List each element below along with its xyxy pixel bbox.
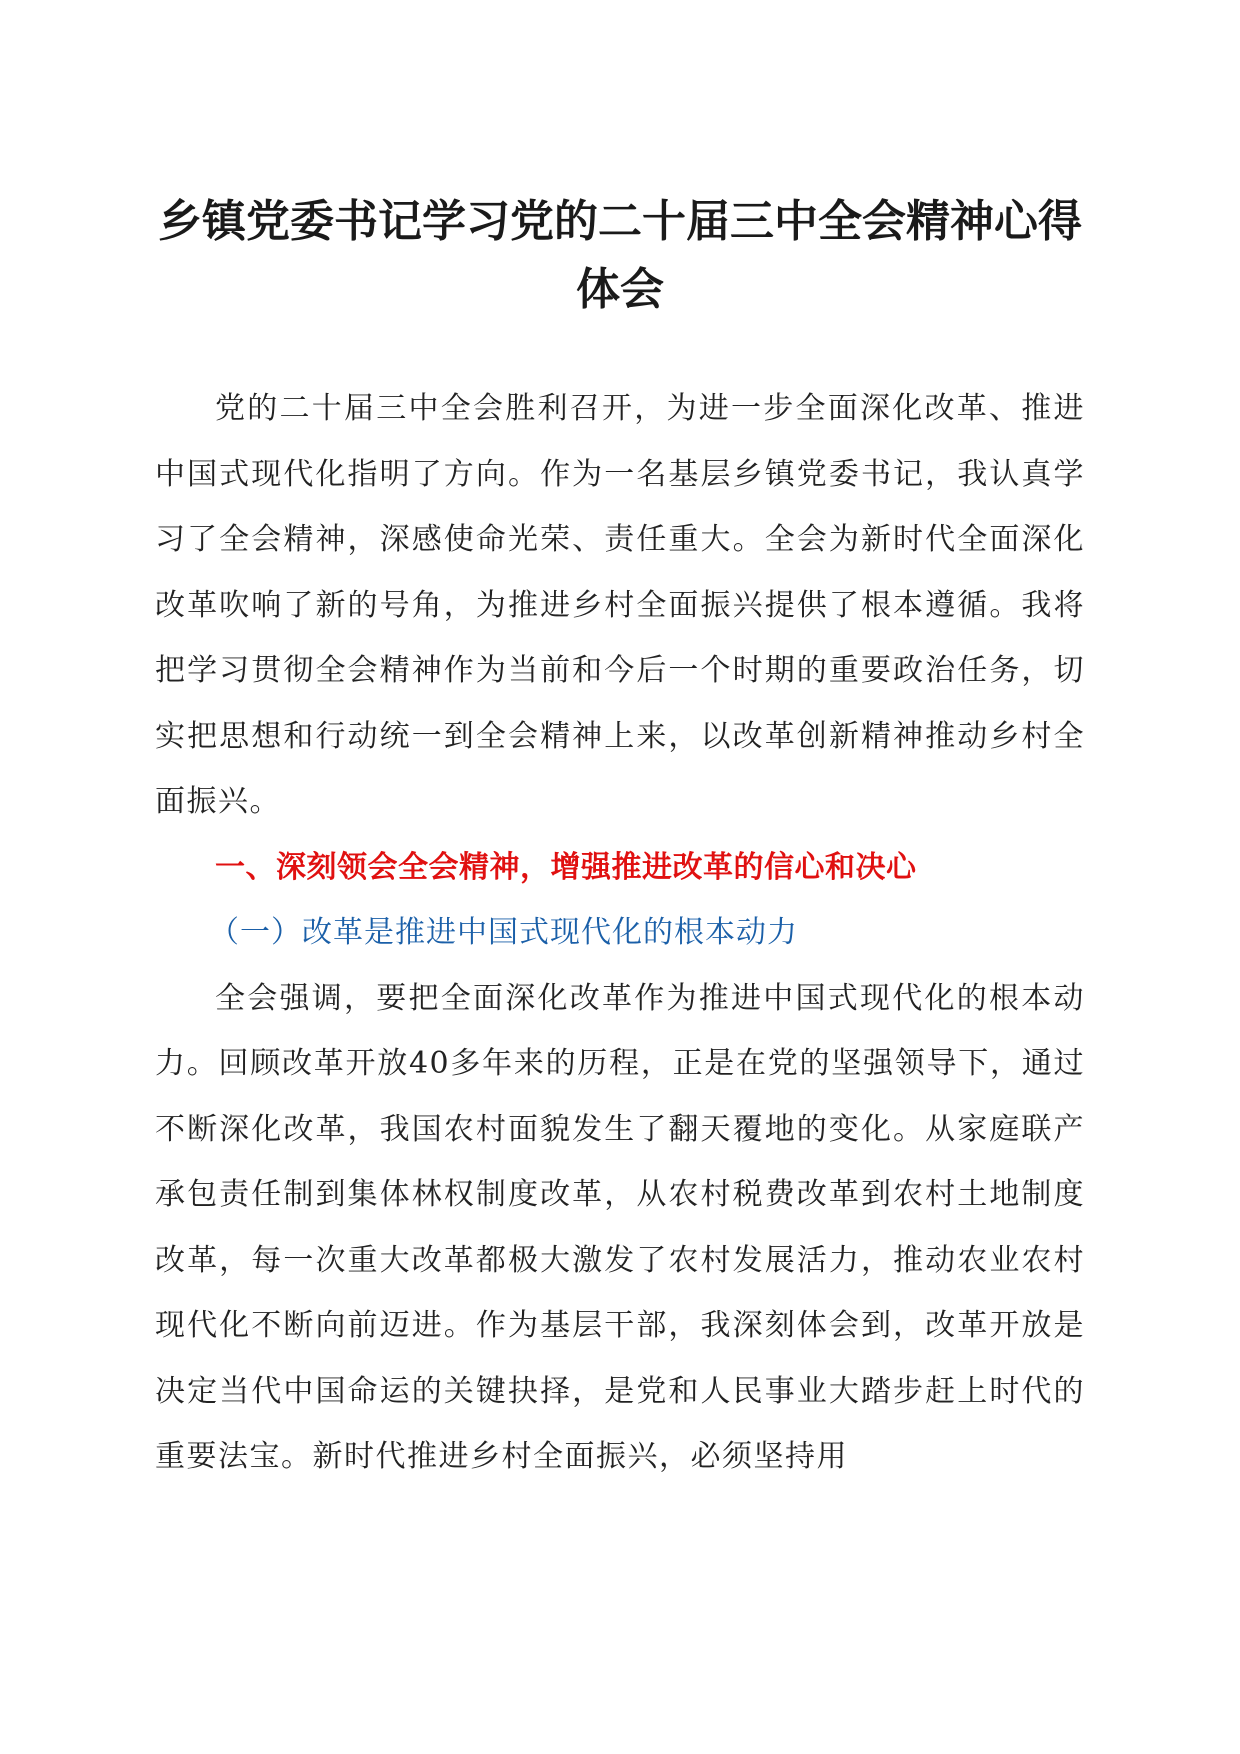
section-heading-1: 一、深刻领会全会精神，增强推进改革的信心和决心 [215,849,917,885]
body-paragraph: 全会强调，要把全面深化改革作为推进中国式现代化的根本动力。回顾改革开放40多年来的历程，正是在党的坚强领导下，通过不断深化改革，我国农村面貌发生了翻天覆地的变化。从家庭联产承包责任制到集体林权制度改革，从农村税费改革到农村土地制度改革，每一次重大改革都极大激发了农村发展活力，推动农业农村现代化不断向前迈进。作为基层干部，我深刻体会到，改革开放是决定当代中国命运的关键抉择，是党和人民事业大踏步赶上时代的重要法宝。新时代推进乡村全面振兴，必须坚持用 [155,980,1085,1474]
subsection-heading-1: （一）改革是推进中国式现代化的根本动力 [209,915,798,950]
document-title: 乡镇党委书记学习党的二十届三中全会精神心得体会 [158,196,1082,315]
document-body [155,376,1085,1490]
intro-paragraph: 党的二十届三中全会胜利召开，为进一步全面深化改革、推进中国式现代化指明了方向。作为一名基层乡镇党委书记，我认真学习了全会精神，深感使命光荣、责任重大。全会为新时代全面深化改革吹响了新的号角，为推进乡村全面振兴提供了根本遵循。我将把学习贯彻全会精神作为当前和今后一个时期的重要政治任务，切实把思想和行动统一到全会精神上来，以改革创新精神推动乡村全面振兴。 [155,391,1085,819]
